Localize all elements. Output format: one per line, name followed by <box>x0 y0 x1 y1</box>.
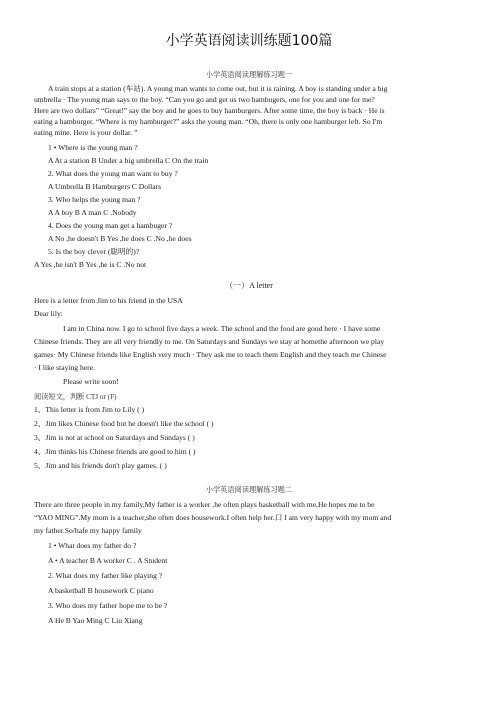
section2-heading: （一）A letter <box>225 281 273 290</box>
section1-question: 1 • Where is the young man ? <box>48 143 138 152</box>
letter-body-line: I am in China now. I go to school five days a week. The school and the food are good here · I have some <box>63 324 381 333</box>
section1-para-line: eating a hamburger. “Where is my hamburger?” asks the young man. “Oh, there is only one hamburger left. So I'm <box>34 117 383 126</box>
statement-item: 3、Jim is not at school on Saturdays and Sundays ( ) <box>34 433 195 442</box>
section1-question: 3. Who helps the young man ? <box>48 195 141 204</box>
section1-answer: A Yes ,he isn't B Yes ,he is C .No not <box>34 260 147 269</box>
statement-item: 5、Jim and his friends don't play games. ( ) <box>34 461 167 470</box>
section1-question: A Umbrella B Hamburgers C Dollars <box>48 182 162 191</box>
section3-question: A He B Yao Ming C Liu Xiang <box>48 616 143 625</box>
section3-question: 1 • What does my father do ? <box>48 541 137 550</box>
letter-intro: Here is a letter from Jim to his friend in the USA <box>34 296 183 305</box>
document-title: 小学英语阅读训练题100篇 <box>165 33 333 49</box>
letter-salutation: Dear lily: <box>34 309 63 318</box>
section1-question: A No ,he doesn't B Yes ,he does C .No ,he does <box>48 234 192 243</box>
letter-body-line: Chinese friends. They are all very friendly to me. On Saturdays and Sundays we stay at homethe afternoon we play <box>34 337 385 346</box>
section2-instruction: 阅读短文，判断 CTJ or (F) <box>34 393 117 401</box>
section1-question: A A boy B A man C .Nobody <box>48 208 137 217</box>
section3-para-line: my father.So/hafe my happy family <box>34 526 142 535</box>
section1-para-line: A train stops at a station (车站). A young man wants to come out, but it is raining. A boy is standing under a big <box>48 84 388 93</box>
letter-body-line: · I like staying here. <box>34 363 95 372</box>
section1-question: 5. Is the boy clever (聪明的)? <box>48 247 140 256</box>
section1-para-line: Here are two dollars” “Great!” say the boy and he goes to buy hamburgers. After some time, the boy is back · He is <box>34 106 385 115</box>
section3-para-line: “YAO MING”.My mom is a teacher,she often does housework.I often help her.口 I am very happy with my mom and <box>34 513 392 522</box>
section1-para-line: eating mine. Here is your dollar. ” <box>34 128 138 137</box>
section3-para-line: There are three people in my family,My father is a worker ,he often plays basketball with me,He hopes me to be <box>34 500 375 509</box>
statement-item: 1、This letter is from Jim to Lily ( ) <box>34 405 145 414</box>
section3-question: A basketball B housework C piano <box>48 586 154 595</box>
section1-question: 2. What does the young man want to buy ? <box>48 169 178 178</box>
section1-heading: 小学英语阅读理解练习题一 <box>205 71 293 79</box>
section3-question: A • A teacher B A worker C . A Student <box>48 556 168 565</box>
section3-question: 2. What does my father like playing ? <box>48 571 163 580</box>
section1-question: A At a station B Under a big umbrella C On the train <box>48 156 209 165</box>
statement-item: 2、Jim likes Chinese food but he doesn't like the school ( ) <box>34 419 214 428</box>
section1-question: 4. Does the young man get a hambuger ? <box>48 221 173 230</box>
section3-heading: 小学英语阅读理解练习题二 <box>205 486 293 494</box>
statement-item: 4、Jim thinks his Chinese friends are good to him ( ) <box>34 447 196 456</box>
letter-body-line: games· My Chinese friends like English very much · They ask me to teach them English and they teach me Chinese <box>34 350 387 359</box>
letter-closing: Please write soon! <box>63 377 119 386</box>
section1-para-line: umbrella · The young man says to the boy. “Can you go and get us two hambugers, one for you and one for me? <box>34 95 375 104</box>
section3-question: 3. Who does my father hope me to be ? <box>48 601 168 610</box>
